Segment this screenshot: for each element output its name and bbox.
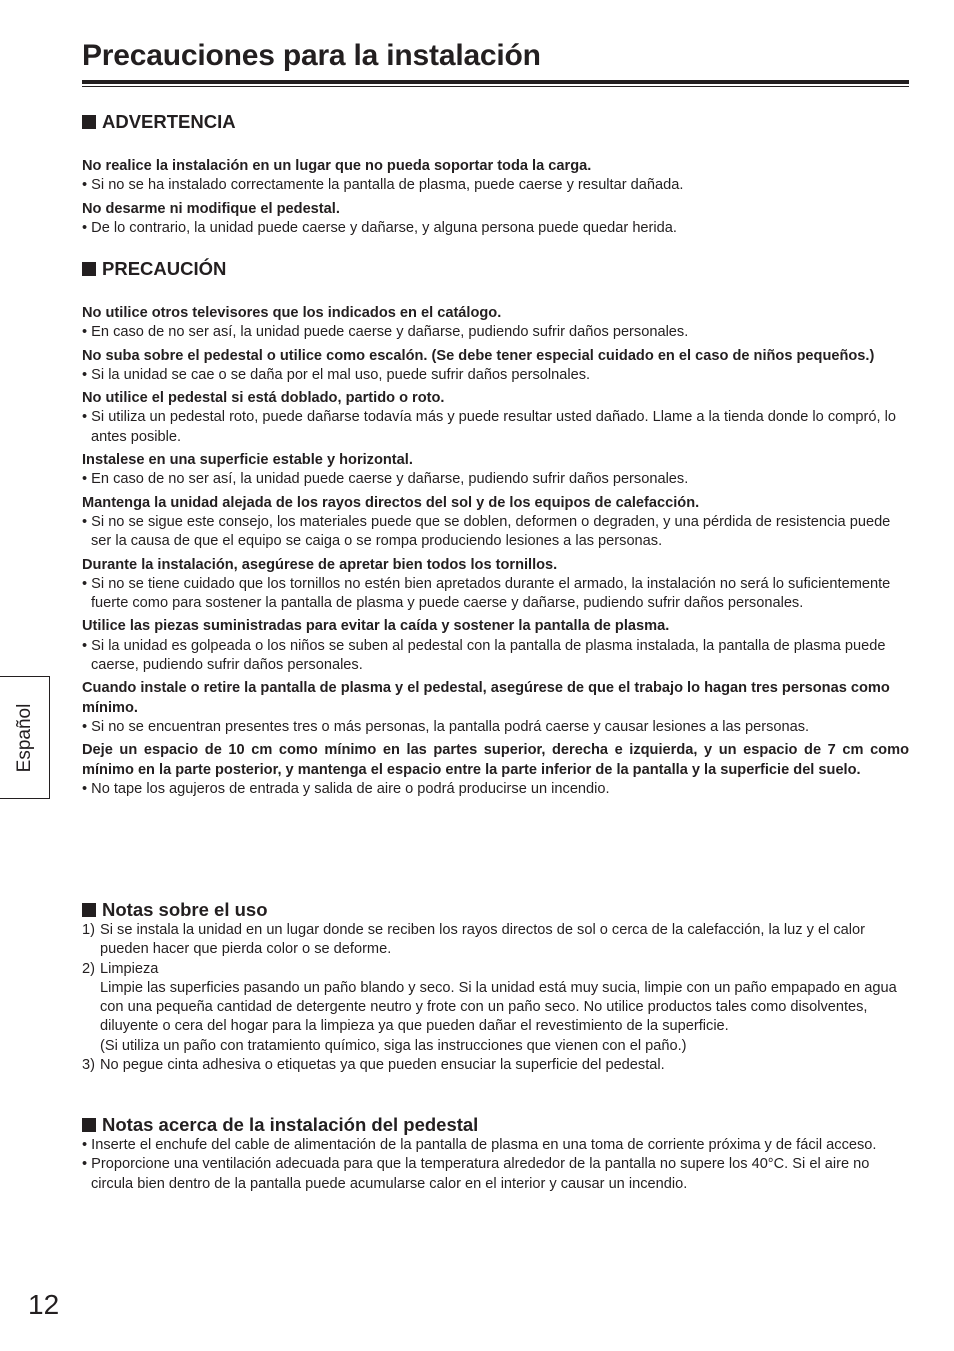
heading-label: ADVERTENCIA [102,111,236,132]
notas-uso-list [82,921,909,1075]
item-number: 3) [82,1057,95,1074]
numbered-item [82,921,909,960]
caution-item [82,304,909,343]
section-heading-advertencia [82,111,236,133]
heading-label: Notas acerca de la instalación del pedestal [102,1114,479,1135]
warning-text: • De lo contrario, la unidad puede caerse y dañarse, y alguna persona puede quedar herida. [82,219,677,236]
caution-title: Cuando instale o retire la pantalla de plasma y el pedestal, asegúrese de que el trabajo lo hagan tres personas como mínimo. [82,680,890,716]
caution-text: • Si no se sigue este consejo, los materiales puede que se doblen, deformen o degraden, y una pérdida de resistencia puede ser la causa de que el equipo se caiga o se rompa produciendo lesiones a las personas. [82,513,891,550]
item-number: 1) [82,922,95,938]
caution-item [82,679,909,737]
item-text: Limpie las superficies pasando un paño blando y seco. Si la unidad está muy sucia, limpie con un paño empapado en agua con una pequeña cantidad de detergente neutro y frote con un paño seco. No utilice productos tales como disolventes, diluyente o cera del hogar para la limpieza ya que pueden dañar el revestimiento de la superficie. [100,979,897,1035]
caution-text: • Si la unidad es golpeada o los niños se suben al pedestal con la pantalla de plasma instalada, la pantalla de plasma puede caerse, pudiendo sufrir daños personales. [82,637,886,674]
square-bullet-icon [82,262,96,276]
language-tab [0,676,50,799]
caution-text: • En caso de no ser así, la unidad puede caerse y dañarse, pudiendo sufrir daños personales. [82,324,689,341]
precaucion-list [82,304,909,799]
page-title: Precauciones para la instalación [82,39,541,72]
heading-label: PRECAUCIÓN [102,258,227,279]
caution-title: No utilice otros televisores que los indicados en el catálogo. [82,305,502,321]
section-heading-precaucion [82,258,226,280]
caution-text: • Si la unidad se cae o se daña por el mal uso, puede sufrir daños persolnales. [82,366,591,383]
item-text: Si se instala la unidad en un lugar donde se reciben los rayos directos de sol o cerca de la calefacción, la luz y el calor pueden hacer que pierda color o se deforme. [100,922,865,958]
caution-item [82,451,909,490]
list-item: • Inserte el enchufe del cable de alimentación de la pantalla de plasma en una toma de corriente próxima y de fácil acceso. [82,1137,877,1153]
warning-text: • Si no se ha instalado correctamente la pantalla de plasma, puede caerse y resultar dañada. [82,177,684,194]
list-item: • Proporcione una ventilación adecuada para que la temperatura alrededor de la pantalla no supere los 40°C. Si el aire no circula bien dentro de la pantalla puede acumularse calor en el interior y causar un incendio. [82,1156,870,1192]
caution-item [82,347,909,386]
notas-pedestal-list [82,1136,909,1194]
numbered-item [82,960,909,1056]
section-heading-notas-uso [82,899,268,921]
warning-item [82,200,909,239]
item-text: No pegue cinta adhesiva o etiquetas ya que pueden ensuciar la superficie del pedestal. [100,1057,665,1074]
warning-title: No desarme ni modifique el pedestal. [82,200,340,217]
caution-item [82,617,909,675]
caution-text: • Si utiliza un pedestal roto, puede dañarse todavía más y puede resultar usted dañado. Llame a la tienda donde lo compró, lo antes posible. [82,409,896,445]
caution-title: Deje un espacio de 10 cm como mínimo en las partes superior, derecha e izquierda, y un espacio de 7 cm como mínimo en la parte posterior, y mantenga el espacio entre la parte inferior de la pantalla y la superficie del suelo. [82,742,909,778]
warning-title: No realice la instalación en un lugar que no pueda soportar toda la carga. [82,158,592,174]
square-bullet-icon [82,903,96,917]
item-text: (Si utiliza un paño con tratamiento químico, siga las instrucciones que vienen con el paño.) [100,1037,687,1054]
caution-title: Instalese en una superficie estable y horizontal. [82,452,413,469]
item-number: 2) [82,960,95,977]
square-bullet-icon [82,115,96,129]
caution-title: No suba sobre el pedestal o utilice como escalón. (Se debe tener especial cuidado en el caso de niños pequeños.) [82,347,875,364]
caution-text: • En caso de no ser así, la unidad puede caerse y dañarse, pudiendo sufrir daños personales. [82,471,689,488]
language-tab-label: Español [14,703,35,773]
caution-title: No utilice el pedestal si está doblado, partido o roto. [82,390,445,407]
numbered-item [82,1056,909,1075]
caution-text: • Si no se tiene cuidado que los tornillos no estén bien apretados durante el armado, la instalación no será lo suficientemente fuerte como para sostener la pantalla de plasma y puede caerse y dañarse, pudiendo sufrir daños personales. [82,575,891,612]
heading-label: Notas sobre el uso [102,899,268,920]
caution-item [82,741,909,799]
section-heading-notas-pedestal [82,1114,478,1136]
square-bullet-icon [82,1118,96,1132]
title-rule [82,80,909,84]
caution-item [82,389,909,447]
caution-item [82,556,909,614]
warning-item [82,157,909,196]
page-number: 12 [28,1289,60,1320]
caution-text: • No tape los agujeros de entrada y salida de aire o podrá producirse un incendio. [82,780,610,797]
advertencia-list [82,157,909,238]
caution-item [82,494,909,552]
caution-title: Durante la instalación, asegúrese de apretar bien todos los tornillos. [82,556,558,573]
caution-text: • Si no se encuentran presentes tres o más personas, la pantalla podrá caerse y causar lesiones a las personas. [82,718,810,735]
title-rule-thin [82,86,909,87]
item-text: Limpieza [100,960,159,977]
caution-title: Mantenga la unidad alejada de los rayos directos del sol y de los equipos de calefacción. [82,494,700,511]
caution-title: Utilice las piezas suministradas para evitar la caída y sostener la pantalla de plasma. [82,618,670,635]
